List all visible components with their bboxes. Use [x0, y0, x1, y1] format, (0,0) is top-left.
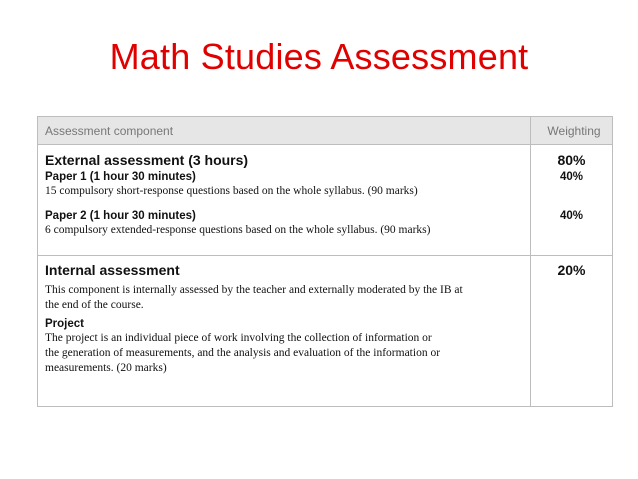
external-assessment-heading: External assessment (3 hours) — [45, 152, 249, 168]
internal-assessment-description — [45, 283, 522, 313]
paper-2-title: Paper 2 (1 hour 30 minutes) — [45, 210, 196, 222]
paper-1-weighting: 40% — [559, 171, 584, 183]
assessment-table — [37, 116, 613, 407]
project-title: Project — [45, 318, 84, 330]
internal-assessment-component-cell — [38, 256, 531, 406]
external-assessment-row — [38, 145, 612, 256]
project-description-line: The project is an individual piece of work involving the collection of information or — [45, 332, 432, 344]
external-assessment-component-cell — [38, 145, 531, 255]
internal-assessment-weighting-cell — [531, 256, 612, 406]
external-assessment-weighting-cell — [531, 145, 612, 255]
paper-1-title: Paper 1 (1 hour 30 minutes) — [45, 171, 196, 183]
internal-description-line: the end of the course. — [45, 299, 144, 311]
paper-2-description: 6 compulsory extended-response questions based on the whole syllabus. (90 marks) — [45, 224, 431, 236]
table-header-row — [38, 117, 612, 145]
weighting-header: Weighting — [547, 124, 601, 138]
project-description-line: measurements. (20 marks) — [45, 362, 167, 374]
external-assessment-weighting: 80% — [557, 152, 586, 168]
internal-description-line: This component is internally assessed by the teacher and externally moderated by the IB at — [45, 284, 463, 296]
paper-2-weighting: 40% — [559, 210, 584, 222]
slide-title: Math Studies Assessment — [109, 36, 529, 77]
project-description-line: the generation of measurements, and the analysis and evaluation of the information or — [45, 347, 441, 359]
internal-assessment-heading: Internal assessment — [45, 262, 180, 278]
internal-assessment-weighting: 20% — [557, 262, 586, 278]
project-description — [45, 331, 522, 376]
internal-assessment-row — [38, 256, 612, 406]
paper-1-description: 15 compulsory short-response questions based on the whole syllabus. (90 marks) — [45, 185, 418, 197]
assessment-component-header: Assessment component — [38, 117, 531, 144]
